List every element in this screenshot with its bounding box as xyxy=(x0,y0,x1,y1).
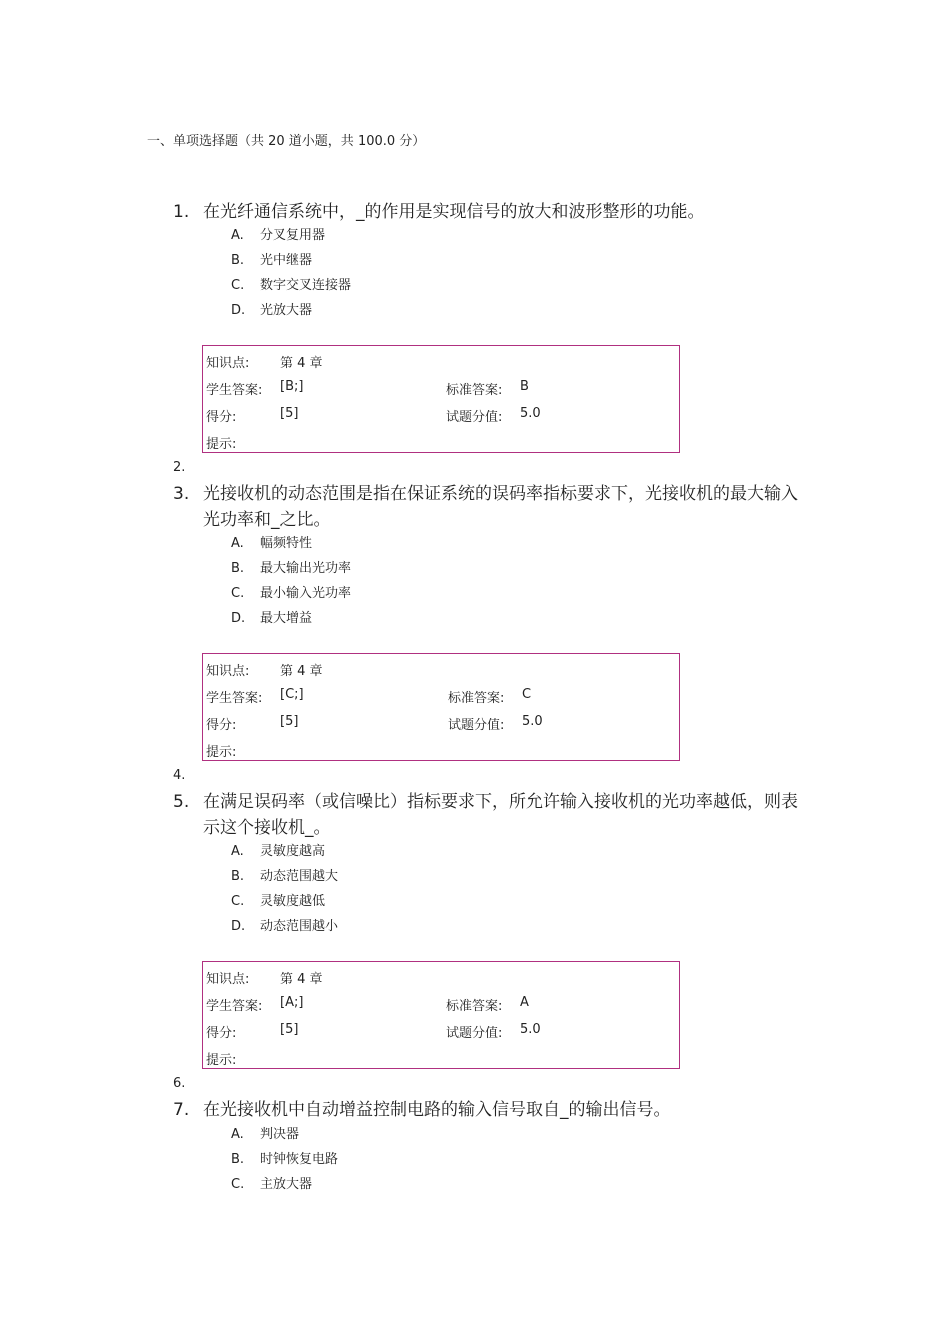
question-stem xyxy=(173,481,803,533)
knowledge-value: 第 4 章 xyxy=(280,664,323,679)
question-number-blank: 6. xyxy=(173,1076,186,1091)
option-text: 分叉复用器 xyxy=(260,228,326,243)
section-title: 一、单项选择题（共 20 道小题，共 100.0 分） xyxy=(147,134,426,149)
points-value: 5.0 xyxy=(520,1022,541,1037)
option xyxy=(231,584,351,604)
option-letter: A. xyxy=(231,536,244,551)
score-value: [5] xyxy=(280,714,299,729)
option-letter: B. xyxy=(231,1152,245,1167)
option xyxy=(231,1150,338,1170)
knowledge-label: 知识点: xyxy=(206,664,250,679)
option-letter: A. xyxy=(231,1127,244,1142)
option xyxy=(231,892,325,912)
option xyxy=(231,917,338,937)
points-label: 试题分值: xyxy=(448,718,505,733)
student-answer-label: 学生答案: xyxy=(206,383,263,398)
option-letter: C. xyxy=(231,278,245,293)
question-text: 在光纤通信系统中，_的作用是实现信号的放大和波形整形的功能。 xyxy=(203,202,705,222)
knowledge-label: 知识点: xyxy=(206,972,250,987)
standard-answer-label: 标准答案: xyxy=(446,383,503,398)
points-label: 试题分值: xyxy=(446,1026,503,1041)
option xyxy=(231,251,312,271)
hint-label: 提示: xyxy=(206,1053,237,1068)
option-letter: D. xyxy=(231,611,246,626)
question-text: 在光接收机中自动增益控制电路的输入信号取自_的输出信号。 xyxy=(203,1100,671,1120)
option xyxy=(231,1125,299,1145)
question-text: 在满足误码率（或信噪比）指标要求下，所允许输入接收机的光功率越低，则表示这个接收机_。 xyxy=(203,792,798,838)
question-number-blank: 2. xyxy=(173,460,186,475)
question-number: 1. xyxy=(173,202,190,222)
question-text: 光接收机的动态范围是指在保证系统的误码率指标要求下，光接收机的最大输入光功率和_之比。 xyxy=(203,484,798,530)
option-text: 时钟恢复电路 xyxy=(260,1152,339,1167)
question-stem xyxy=(173,1097,803,1123)
option-letter: B. xyxy=(231,561,245,576)
question-number-blank: 4. xyxy=(173,768,186,783)
option xyxy=(231,301,312,321)
option-letter: A. xyxy=(231,844,244,859)
student-answer-label: 学生答案: xyxy=(206,691,263,706)
standard-answer-label: 标准答案: xyxy=(446,999,503,1014)
knowledge-value: 第 4 章 xyxy=(280,356,323,371)
answer-info-box xyxy=(202,653,680,761)
option-letter: D. xyxy=(231,303,246,318)
score-label: 得分: xyxy=(206,718,237,733)
option-text: 动态范围越大 xyxy=(260,869,339,884)
option-text: 判决器 xyxy=(260,1127,300,1142)
option-text: 灵敏度越低 xyxy=(260,894,326,909)
option-letter: A. xyxy=(231,228,244,243)
option xyxy=(231,276,351,296)
answer-info-box xyxy=(202,961,680,1069)
option-text: 主放大器 xyxy=(260,1177,313,1192)
option-text: 光放大器 xyxy=(260,303,313,318)
option xyxy=(231,559,351,579)
knowledge-label: 知识点: xyxy=(206,356,250,371)
standard-answer-value: B xyxy=(520,379,529,394)
option xyxy=(231,1175,312,1195)
option xyxy=(231,534,312,554)
hint-label: 提示: xyxy=(206,745,237,760)
knowledge-value: 第 4 章 xyxy=(280,972,323,987)
option xyxy=(231,867,338,887)
question-number: 7. xyxy=(173,1100,190,1120)
option-letter: C. xyxy=(231,894,245,909)
question-number: 3. xyxy=(173,484,190,504)
option-text: 最大增益 xyxy=(260,611,313,626)
option-letter: B. xyxy=(231,253,245,268)
option-letter: C. xyxy=(231,1177,245,1192)
option-letter: B. xyxy=(231,869,245,884)
option-text: 动态范围越小 xyxy=(260,919,339,934)
option-letter: C. xyxy=(231,586,245,601)
option xyxy=(231,609,312,629)
student-answer-value: [B;] xyxy=(280,379,304,394)
option-text: 最大输出光功率 xyxy=(260,561,352,576)
student-answer-value: [C;] xyxy=(280,687,304,702)
standard-answer-value: A xyxy=(520,995,529,1010)
score-value: [5] xyxy=(280,406,299,421)
answer-info-box xyxy=(202,345,680,453)
option xyxy=(231,842,325,862)
option-text: 灵敏度越高 xyxy=(260,844,326,859)
question-stem xyxy=(173,789,803,841)
points-value: 5.0 xyxy=(522,714,543,729)
hint-label: 提示: xyxy=(206,437,237,452)
option xyxy=(231,226,325,246)
score-label: 得分: xyxy=(206,410,237,425)
points-label: 试题分值: xyxy=(446,410,503,425)
option-text: 数字交叉连接器 xyxy=(260,278,352,293)
option-letter: D. xyxy=(231,919,246,934)
score-label: 得分: xyxy=(206,1026,237,1041)
student-answer-label: 学生答案: xyxy=(206,999,263,1014)
score-value: [5] xyxy=(280,1022,299,1037)
points-value: 5.0 xyxy=(520,406,541,421)
standard-answer-value: C xyxy=(522,687,532,702)
question-number: 5. xyxy=(173,792,190,812)
option-text: 幅频特性 xyxy=(260,536,313,551)
question-stem xyxy=(173,199,803,225)
standard-answer-label: 标准答案: xyxy=(448,691,505,706)
option-text: 光中继器 xyxy=(260,253,313,268)
student-answer-value: [A;] xyxy=(280,995,304,1010)
option-text: 最小输入光功率 xyxy=(260,586,352,601)
